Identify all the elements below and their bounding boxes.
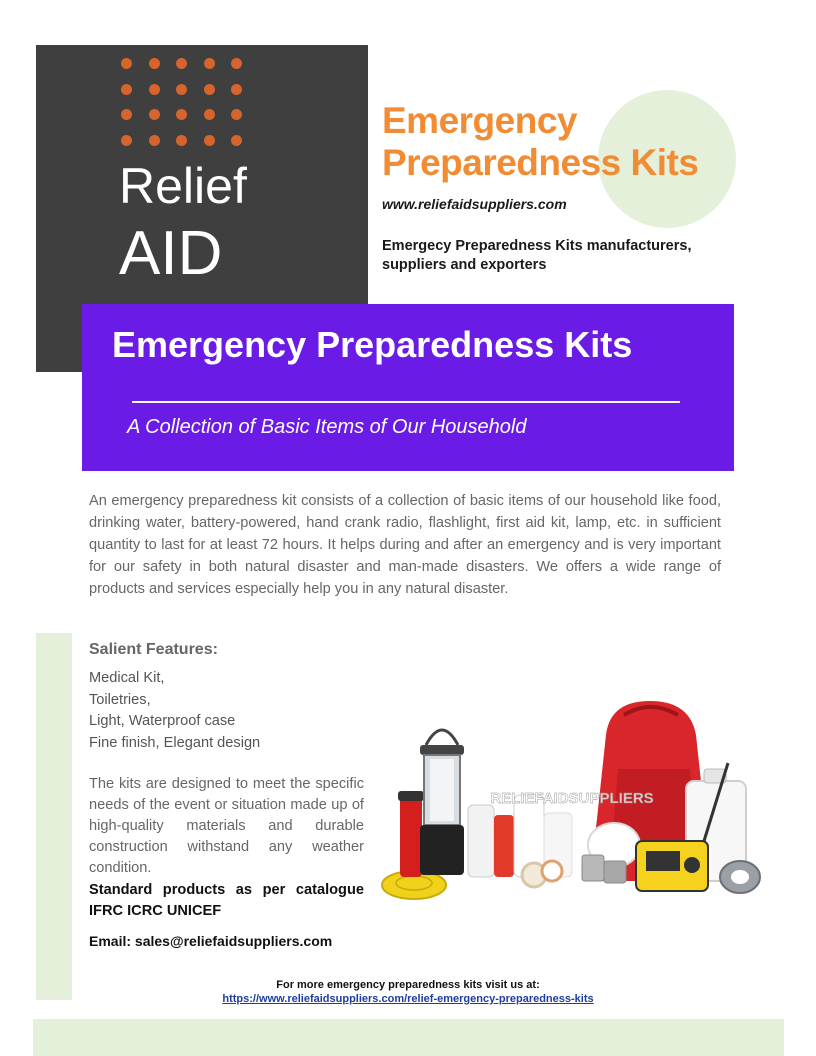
logo-dot <box>149 135 160 146</box>
banner-divider <box>132 401 680 403</box>
logo-dot <box>121 58 132 69</box>
logo-dot <box>231 58 242 69</box>
logo-dot <box>176 58 187 69</box>
logo-dot <box>121 84 132 95</box>
banner-subtitle: A Collection of Basic Items of Our Household <box>127 416 527 438</box>
feature-item: Medical Kit, <box>89 670 165 686</box>
banner-title: Emergency Preparedness Kits <box>112 324 633 365</box>
footer-text: For more emergency preparedness kits visit us at: <box>276 979 540 991</box>
logo-dot <box>204 84 215 95</box>
emergency-kit-product-image <box>374 695 774 917</box>
logo-dot <box>176 135 187 146</box>
header-title: Emergency Preparedness Kits <box>382 100 699 183</box>
feature-item: Light, Waterproof case <box>89 713 236 729</box>
logo-dot <box>204 58 215 69</box>
intro-paragraph: An emergency preparedness kit consists of a collection of basic items of our household like food, drinking water, battery-powered, hand crank radio, flashlight, first aid kit, lamp, etc. in sufficient quantity to last for at least 72 hours. It helps during and after an emergency and is very important for our safety in both natural disaster and man-made disasters. We offers a wide range of products and services especially help you in any natural disaster. <box>89 493 721 597</box>
logo-dot <box>149 58 160 69</box>
logo-dot <box>121 135 132 146</box>
features-heading: Salient Features: <box>89 641 218 658</box>
contact-email[interactable]: Email: sales@reliefaidsuppliers.com <box>89 933 333 949</box>
features-description: The kits are designed to meet the specific needs of the event or situation made up of high-quality materials and durable construction withstand any weather condition. <box>89 776 364 876</box>
feature-item: Fine finish, Elegant design <box>89 734 261 751</box>
logo-dot <box>204 109 215 120</box>
features-list <box>89 668 260 754</box>
footer-link[interactable]: https://www.reliefaidsuppliers.com/relief-emergency-preparedness-kits <box>222 993 594 1005</box>
logo-dot <box>231 109 242 120</box>
website-url[interactable]: www.reliefaidsuppliers.com <box>382 196 567 212</box>
header-tagline: Emergecy Preparedness Kits manufacturers, suppliers and exporters <box>382 238 692 273</box>
feature-item: Toiletries, <box>89 691 151 708</box>
brand-name-relief: Relief <box>119 158 247 214</box>
logo-dot <box>149 84 160 95</box>
standard-products-note: Standard products as per catalogue IFRC ICRC UNICEF <box>89 882 364 919</box>
logo-dot <box>121 109 132 120</box>
image-watermark: RELIEFAIDSUPPLIERS <box>490 790 654 807</box>
logo-dot <box>231 135 242 146</box>
logo-dot <box>176 109 187 120</box>
logo-dot <box>231 84 242 95</box>
brand-name-aid: AID <box>119 219 223 288</box>
logo-dot <box>149 109 160 120</box>
bottom-accent-band <box>33 1019 784 1056</box>
logo-dot <box>176 84 187 95</box>
side-accent-bar <box>36 633 72 1000</box>
logo-dot <box>204 135 215 146</box>
